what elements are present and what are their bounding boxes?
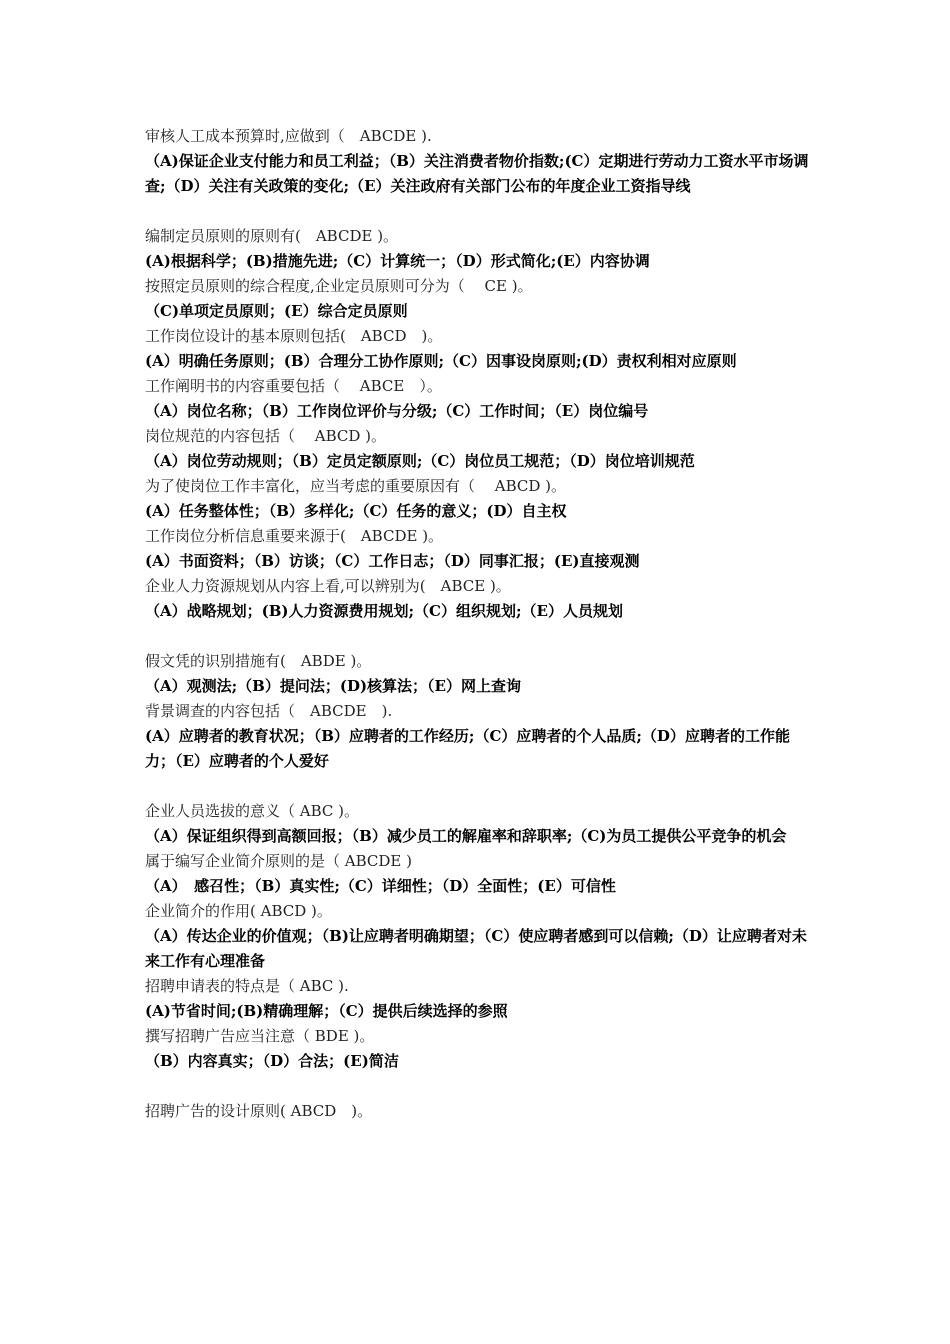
answer-text: (A)节省时间;(B)精确理解；（C）提供后续选择的参照 <box>145 1002 508 1020</box>
document-body <box>145 124 817 1124</box>
question-text: 编制定员原则的原则有( ABCDE )。 <box>145 227 399 245</box>
question-text: 为了使岗位工作丰富化，应当考虑的重要原因有（ ABCD )。 <box>145 477 567 495</box>
question-text: 工作岗位分析信息重要来源于( ABCDE )。 <box>145 527 444 545</box>
question-text: 招聘广告的设计原则( ABCD )。 <box>145 1102 373 1120</box>
answer-text: （A）岗位名称；（B）工作岗位评价与分级;（C）工作时间；（E）岗位编号 <box>145 402 649 420</box>
question-text: 工作岗位设计的基本原则包括( ABCD )。 <box>145 327 443 345</box>
question-text: 背景调查的内容包括（ ABCDE ). <box>145 702 393 720</box>
question-text: 企业简介的作用( ABCD )。 <box>145 902 332 920</box>
answer-text: （B）内容真实；（D）合法；(E)简洁 <box>145 1052 399 1070</box>
question-text: 撰写招聘广告应当注意（ BDE )。 <box>145 1027 375 1045</box>
answer-text: （C)单项定员原则；(E）综合定员原则 <box>145 302 408 320</box>
question-text: 招聘申请表的特点是（ ABC ). <box>145 977 349 995</box>
paragraph-gap <box>145 624 817 649</box>
answer-text: (A）明确任务原则；(B）合理分工协作原则;（C）因事设岗原则;(D）责权利相对应原则 <box>145 352 737 370</box>
paragraph-gap <box>145 1074 817 1099</box>
answer-text: （A）传达企业的价值观；（B)让应聘者明确期望；（C）使应聘者感到可以信赖;（D）让应聘者对未来工作有心理准备 <box>145 927 807 970</box>
answer-text: (A）应聘者的教育状况；（B）应聘者的工作经历;（C）应聘者的个人品质;（D）应聘者的工作能力；（E）应聘者的个人爱好 <box>145 727 790 770</box>
question-text: 企业人员选拔的意义（ ABC )。 <box>145 802 360 820</box>
paragraph-gap <box>145 199 817 224</box>
answer-text: （A）岗位劳动规则；（B）定员定额原则;（C）岗位员工规范；（D）岗位培训规范 <box>145 452 695 470</box>
question-text: 按照定员原则的综合程度,企业定员原则可分为（ CE )。 <box>145 277 533 295</box>
answer-text: (A）任务整体性；（B）多样化;（C）任务的意义；(D）自主权 <box>145 502 567 520</box>
answer-text: （A）战略规划；(B)人力资源费用规划;（C）组织规划;（E）人员规划 <box>145 602 623 620</box>
paragraph-gap <box>145 774 817 799</box>
question-text: 企业人力资源规划从内容上看,可以辨别为( ABCE )。 <box>145 577 511 595</box>
question-text: 工作阐明书的内容重要包括（ ABCE ）。 <box>145 377 442 395</box>
answer-text: （A）保证组织得到高额回报；（B）减少员工的解雇率和辞职率;（C)为员工提供公平竞争的机会 <box>145 827 787 845</box>
answer-text: （A）观测法;（B）提问法；(D)核算法；（E）网上查询 <box>145 677 521 695</box>
answer-text: (A)根据科学；(B)措施先进;（C）计算统一；（D）形式简化;(E）内容协调 <box>145 252 650 270</box>
answer-text: （A)保证企业支付能力和员工利益；（B）关注消费者物价指数;(C）定期进行劳动力工资水平市场调查;（D）关注有关政策的变化;（E）关注政府有关部门公布的年度企业工资指导线 <box>145 152 809 195</box>
question-text: 属于编写企业简介原则的是（ ABCDE ) <box>145 852 412 870</box>
question-text: 假文凭的识别措施有( ABDE )。 <box>145 652 372 670</box>
answer-text: （A） 感召性；（B）真实性;（C）详细性；（D）全面性；(E）可信性 <box>145 877 616 895</box>
question-text: 审核人工成本预算时,应做到（ ABCDE ). <box>145 127 432 145</box>
question-text: 岗位规范的内容包括（ ABCD )。 <box>145 427 387 445</box>
answer-text: (A）书面资料；（B）访谈；（C）工作日志；（D）同事汇报；(E)直接观测 <box>145 552 640 570</box>
